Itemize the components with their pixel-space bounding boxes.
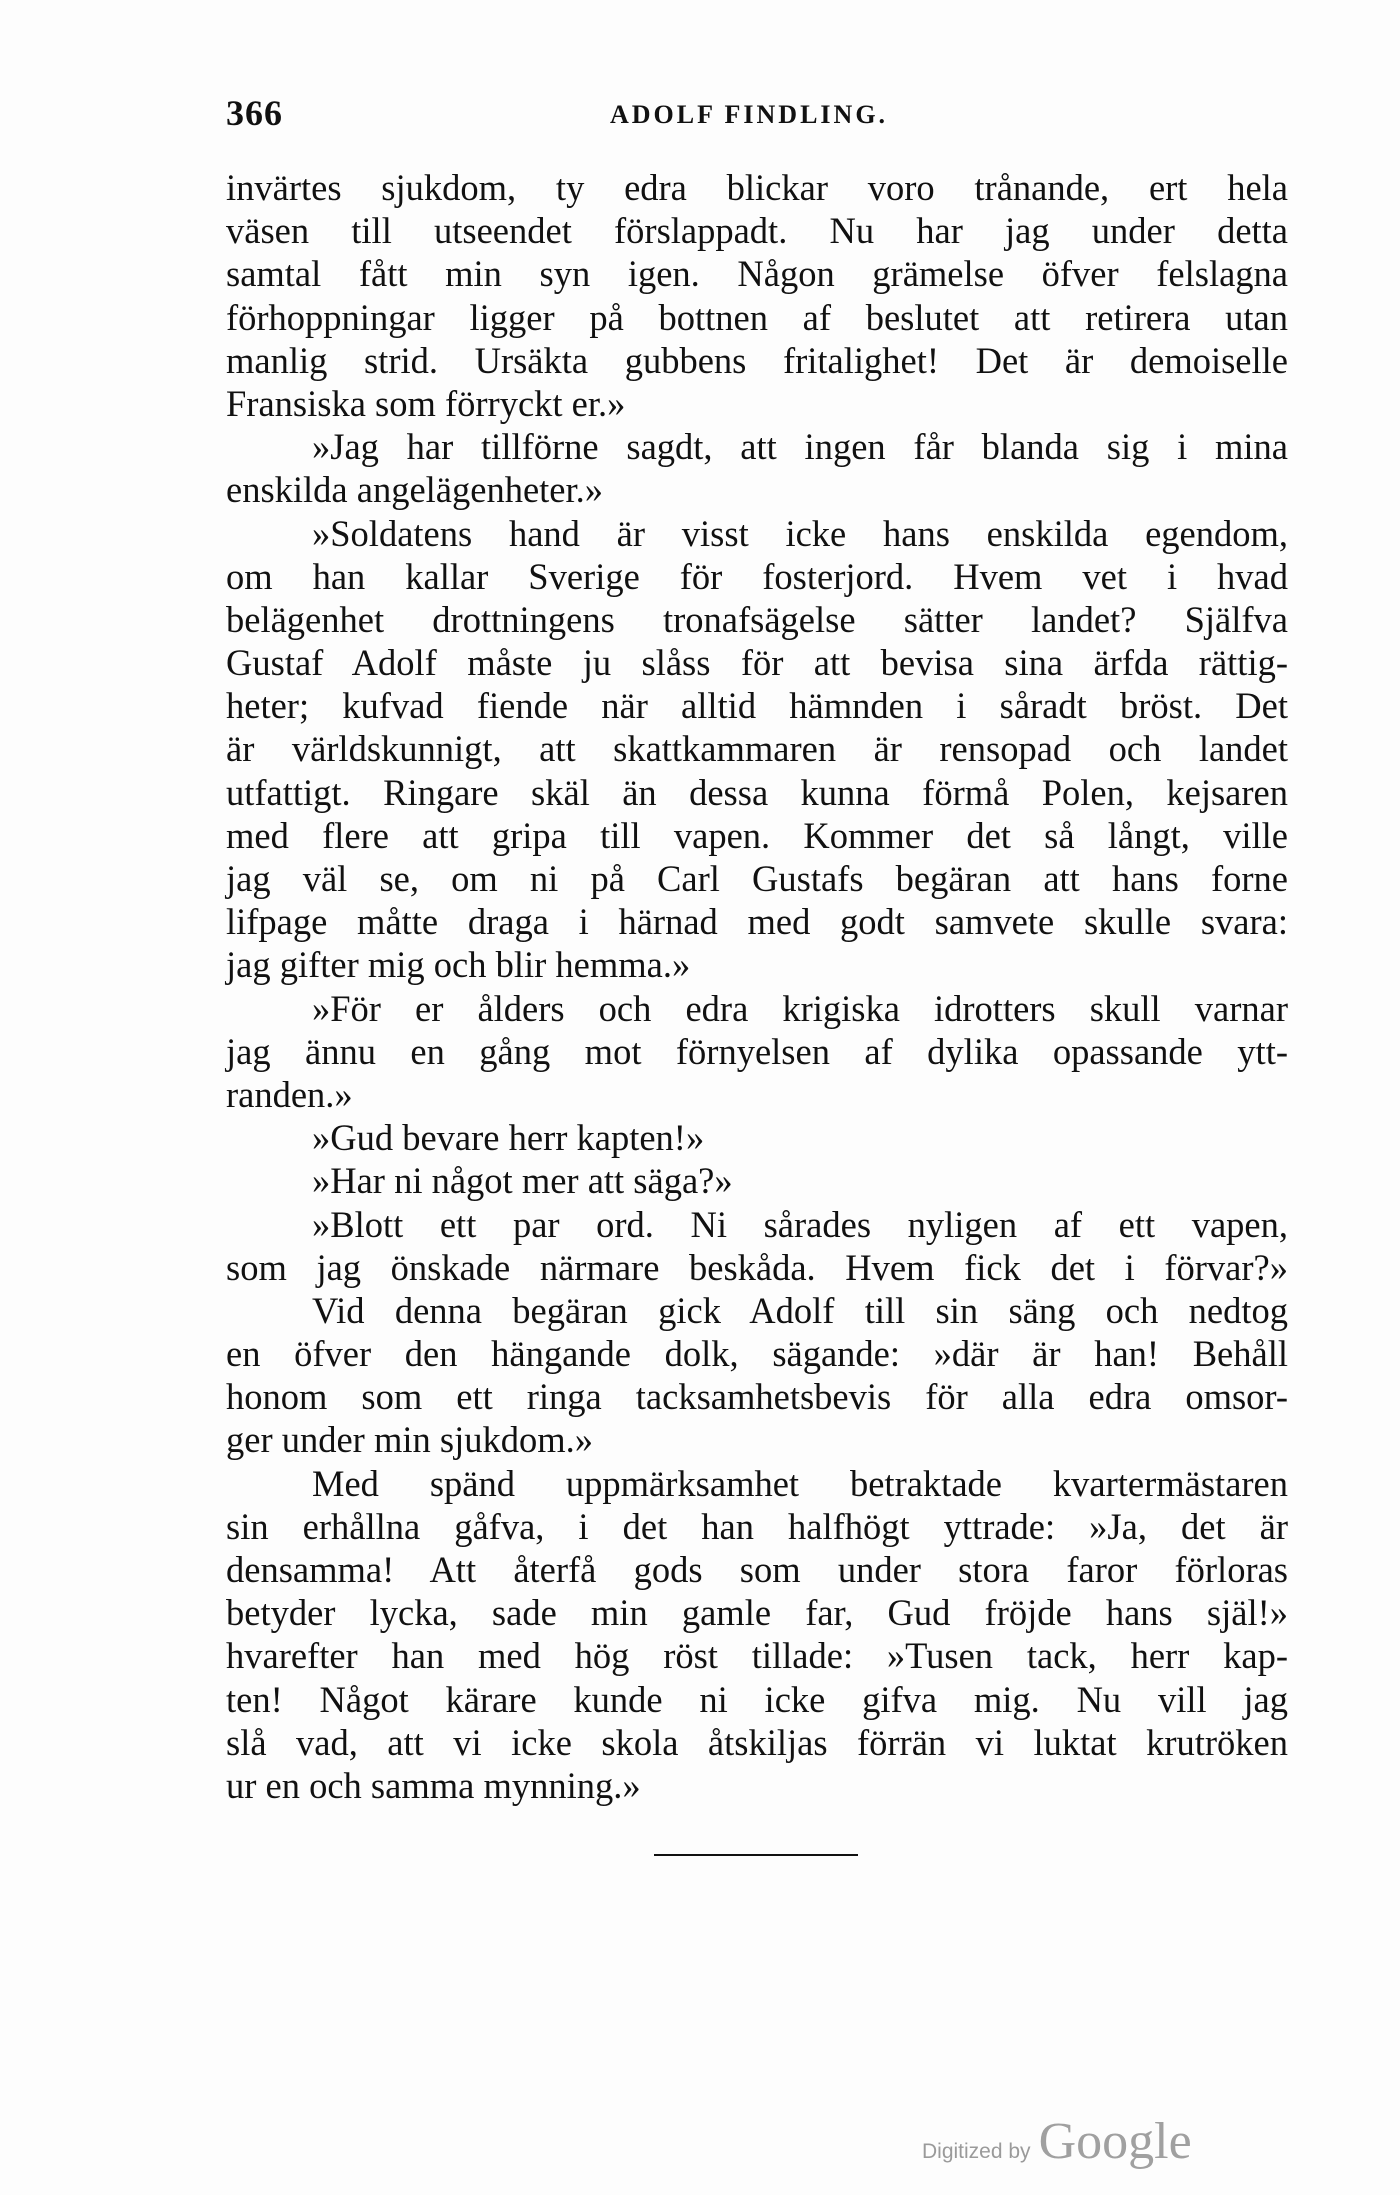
text-line: »Blott ett par ord. Ni sårades nyligen af ett vapen, [312,1203,1288,1245]
text-line: väsen till utseendet förslappadt. Nu har jag under detta [226,210,1288,252]
text-line: »För er ålders och edra krigiska idrotters skull varnar [312,987,1288,1029]
text-line: »Jag har tillförne sagdt, att ingen får blanda sig i mina [312,426,1288,468]
text-line: samtal fått min syn igen. Någon grämelse öfver felslagna [226,253,1288,295]
text-line: lifpage måtte draga i härnad med godt samvete skulle svara: [226,901,1288,943]
text-line: ur en och samma mynning.» [226,1764,641,1806]
text-line: är världskunnigt, att skattkammaren är rensopad och landet [226,728,1288,770]
end-rule [654,1854,858,1856]
text-line: enskilda angelägenheter.» [226,469,604,511]
running-head [226,92,902,138]
page-number: 366 [226,93,283,133]
text-line: randen.» [226,1073,353,1115]
text-line: manlig strid. Ursäkta gubbens fritalighet! Det är demoiselle [226,339,1288,381]
running-title: ADOLF FINDLING. [610,100,889,129]
text-line: hvarefter han med hög röst tillade: »Tusen tack, herr kap- [226,1635,1288,1677]
text-line: jag väl se, om ni på Carl Gustafs begäran att hans forne [226,858,1288,899]
watermark-prefix: Digitized by [922,2140,1031,2163]
text-line: »Har ni något mer att säga?» [312,1160,733,1202]
text-line: ger under min sjukdom.» [226,1419,593,1461]
text-line: »Soldatens hand är visst icke hans enskilda egendom, [312,512,1288,554]
text-line: heter; kufvad fiende när alltid hämnden i såradt bröst. Det [226,685,1288,727]
text-line: invärtes sjukdom, ty edra blickar voro trånande, ert hela [226,167,1288,208]
text-line: Fransiska som förryckt er.» [226,382,626,424]
text-line: jag ännu en gång mot förnyelsen af dylika opassande ytt- [226,1030,1288,1072]
text-line: med flere att gripa till vapen. Kommer det så långt, ville [226,814,1288,856]
text-line: jag gifter mig och blir hemma.» [226,944,691,986]
text-line: belägenhet drottningens tronafsägelse sätter landet? Själfva [226,598,1288,640]
digitization-watermark [922,2112,1192,2172]
text-line: betyder lycka, sade min gamle far, Gud fröjde hans själ!» [226,1592,1288,1634]
text-line: som jag önskade närmare beskåda. Hvem fick det i förvar?» [226,1246,1288,1288]
text-line: honom som ett ringa tacksamhetsbevis för alla edra omsor- [226,1376,1288,1418]
text-line: ten! Något kärare kunde ni icke gifva mig. Nu vill jag [226,1678,1288,1720]
text-line: utfattigt. Ringare skäl än dessa kunna förmå Polen, kejsaren [226,771,1288,813]
text-line: förhoppningar ligger på bottnen af beslutet att retirera utan [226,296,1288,338]
body-text [226,166,1288,1807]
text-line: en öfver den hängande dolk, sägande: »där är han! Behåll [226,1333,1288,1375]
text-line: om han kallar Sverige för fosterjord. Hvem vet i hvad [226,555,1288,597]
text-line: Med spänd uppmärksamhet betraktade kvartermästaren [312,1462,1288,1504]
text-line: Gustaf Adolf måste ju slåss för att bevisa sina ärfda rättig- [226,642,1288,684]
watermark-brand-logo: Google [1038,2113,1192,2170]
text-line: sin erhållna gåfva, i det han halfhögt yttrade: »Ja, det är [226,1505,1288,1547]
text-line: Vid denna begäran gick Adolf till sin säng och nedtog [312,1289,1288,1331]
text-line: slå vad, att vi icke skola åtskiljas förrän vi luktat krutröken [226,1721,1288,1763]
text-line: »Gud bevare herr kapten!» [312,1117,705,1159]
text-line: densamma! Att återfå gods som under stora faror förloras [226,1549,1288,1590]
